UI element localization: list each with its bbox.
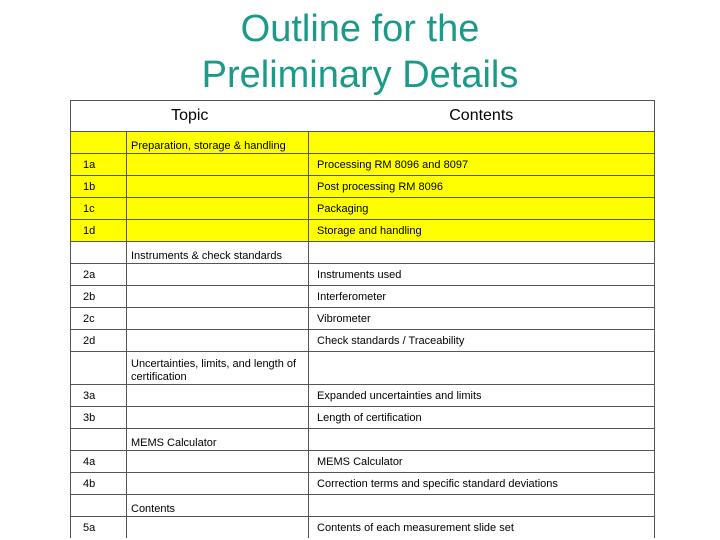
row-content: Vibrometer (309, 308, 655, 330)
page-title (0, 6, 720, 98)
row-id: 1c (71, 198, 127, 220)
row-content: Contents of each measurement slide set (309, 517, 655, 539)
row-id: 3b (71, 407, 127, 429)
section-heading-row (71, 495, 655, 517)
section-heading-row (71, 352, 655, 385)
row-id: 1d (71, 220, 127, 242)
row-content: MEMS Calculator (309, 451, 655, 473)
table-row (71, 517, 655, 539)
section-heading-row (71, 429, 655, 451)
table-row (71, 198, 655, 220)
row-id: 3a (71, 385, 127, 407)
outline-table (70, 100, 655, 538)
table-row (71, 154, 655, 176)
contents-header: Contents (309, 101, 655, 132)
row-id: 5a (71, 517, 127, 539)
table-row (71, 473, 655, 495)
row-content: Expanded uncertainties and limits (309, 385, 655, 407)
row-content: Check standards / Traceability (309, 330, 655, 352)
table-row (71, 220, 655, 242)
table-row (71, 308, 655, 330)
section-heading: Contents (127, 495, 309, 517)
page-title-line-2: Preliminary Details (201, 54, 519, 96)
row-content: Post processing RM 8096 (309, 176, 655, 198)
section-heading-row (71, 132, 655, 154)
row-content: Processing RM 8096 and 8097 (309, 154, 655, 176)
table-row (71, 385, 655, 407)
topic-header: Topic (71, 101, 309, 132)
table-header-row (71, 101, 655, 132)
table-row (71, 286, 655, 308)
row-id: 1b (71, 176, 127, 198)
row-id: 2b (71, 286, 127, 308)
row-id: 4a (71, 451, 127, 473)
row-id: 4b (71, 473, 127, 495)
row-id: 2c (71, 308, 127, 330)
row-content: Length of certification (309, 407, 655, 429)
section-heading: Preparation, storage & handling (127, 132, 309, 154)
row-id: 2a (71, 264, 127, 286)
row-content: Instruments used (309, 264, 655, 286)
section-heading: Instruments & check standards (127, 242, 309, 264)
table-row (71, 407, 655, 429)
section-heading-row (71, 242, 655, 264)
table-row (71, 264, 655, 286)
section-heading: MEMS Calculator (127, 429, 309, 451)
section-heading: Uncertainties, limits, and length of certification (127, 352, 309, 385)
row-id: 1a (71, 154, 127, 176)
table-row (71, 451, 655, 473)
table-row (71, 330, 655, 352)
table-row (71, 176, 655, 198)
page-title-line-1: Outline for the (240, 8, 480, 50)
row-content: Interferometer (309, 286, 655, 308)
row-content: Storage and handling (309, 220, 655, 242)
row-content: Correction terms and specific standard deviations (309, 473, 655, 495)
row-content: Packaging (309, 198, 655, 220)
row-id: 2d (71, 330, 127, 352)
